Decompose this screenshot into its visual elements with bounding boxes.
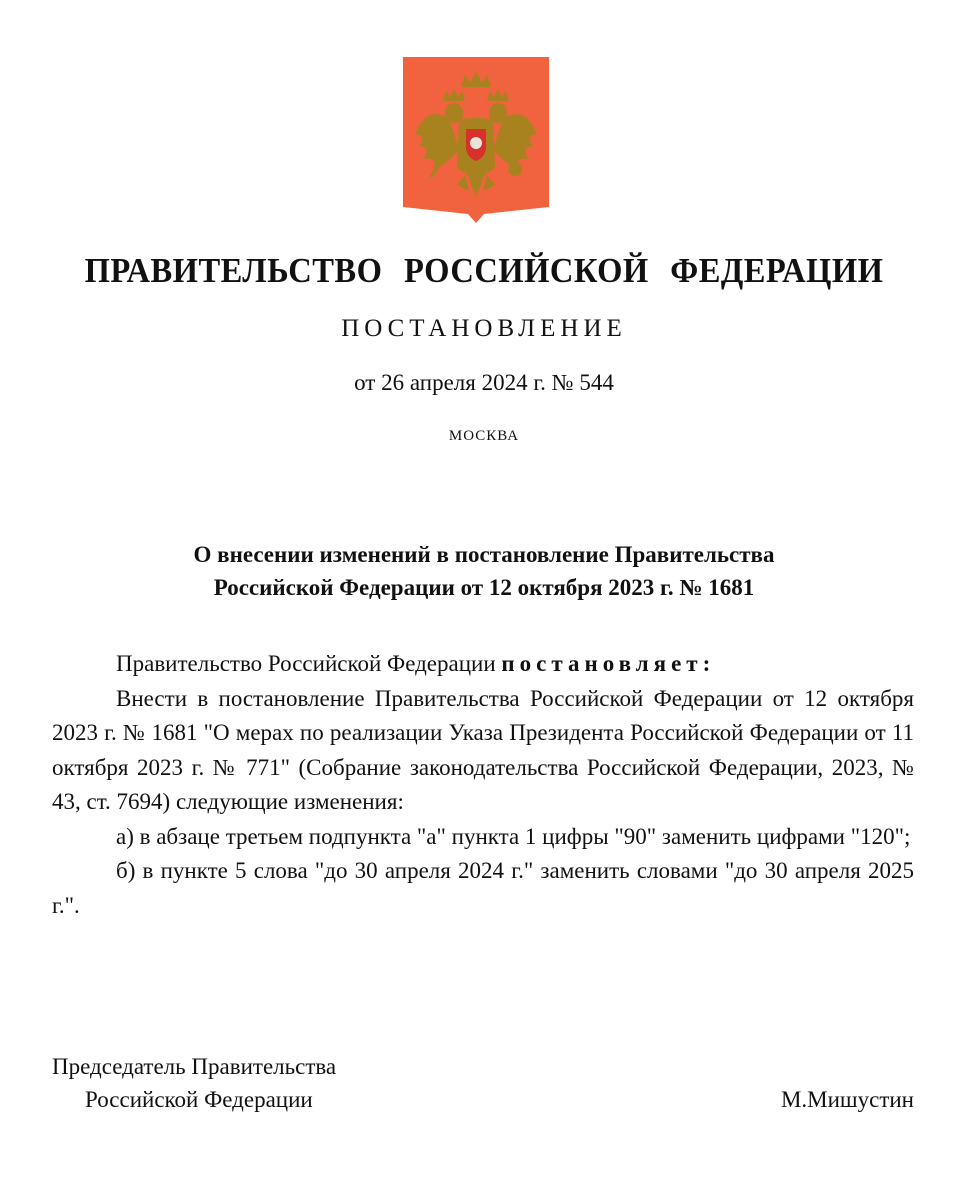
main-paragraph: Внести в постановление Правительства Российской Федерации от 12 октября 2023 г. № 1681 "О мерах по реализации Указа Президента Российской Федерации от 11 октября 2023 г. № 771" (Собрание законодательства Российской Федерации, 2023, № 43, ст. 7694) следующие изменения: bbox=[52, 685, 914, 814]
government-title: ПРАВИТЕЛЬСТВО РОССИЙСКОЙ ФЕДЕРАЦИИ bbox=[84, 251, 884, 290]
signatory-position bbox=[52, 1050, 336, 1116]
subject-line-2: Российской Федерации от 12 октября 2023 г. № 1681 bbox=[213, 575, 755, 600]
intro-verb: постановляет: bbox=[501, 651, 716, 676]
subject-line-1: О внесении изменений в постановление Правительства bbox=[193, 542, 775, 567]
position-line-2: Российской Федерации bbox=[85, 1087, 313, 1112]
document-date-number: от 26 апреля 2024 г. № 544 bbox=[354, 370, 614, 395]
document-type: ПОСТАНОВЛЕНИЕ bbox=[341, 315, 627, 342]
item-b-paragraph: б) в пункте 5 слова "до 30 апреля 2024 г." заменить словами "до 30 апреля 2025 г.". bbox=[52, 858, 914, 918]
document-body bbox=[52, 647, 914, 923]
document-subject bbox=[0, 538, 968, 604]
intro-paragraph bbox=[52, 647, 914, 682]
russian-coat-of-arms-icon bbox=[403, 57, 549, 223]
position-line-1: Председатель Правительства bbox=[52, 1054, 337, 1079]
item-a-paragraph: а) в абзаце третьем подпункта "а" пункта 1 цифры "90" заменить цифрами "120"; bbox=[116, 823, 911, 849]
signatory-name: М.Мишустин bbox=[780, 1087, 914, 1112]
coat-of-arms-emblem bbox=[403, 57, 549, 223]
document-city: МОСКВА bbox=[448, 428, 520, 444]
intro-text: Правительство Российской Федерации bbox=[116, 651, 496, 676]
